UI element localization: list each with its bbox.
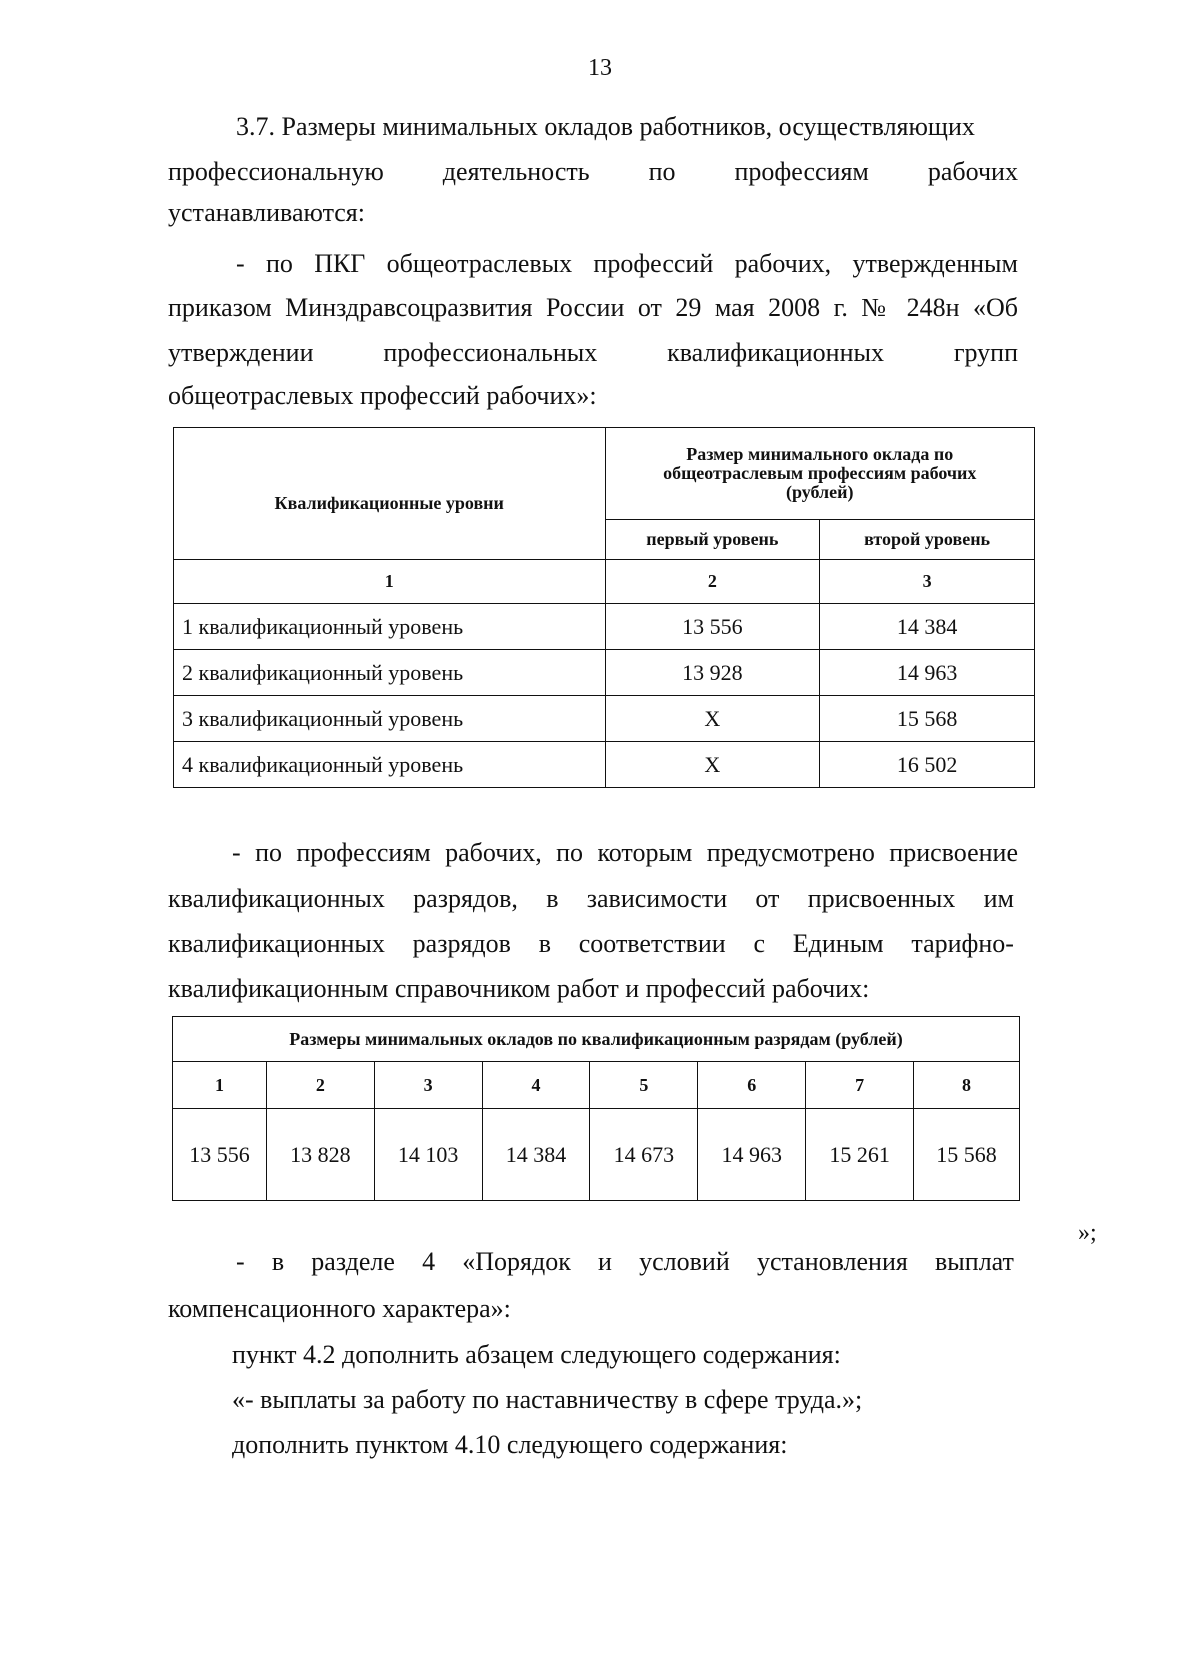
word: профессиональных xyxy=(383,338,598,367)
second-level-salary: 14 963 xyxy=(820,650,1035,696)
word: - xyxy=(236,1247,245,1276)
grade-number: 5 xyxy=(590,1062,698,1109)
table-row xyxy=(174,696,1035,742)
word: в xyxy=(538,929,551,958)
word: профессиональную xyxy=(168,157,384,186)
grade-salary-table xyxy=(172,1016,1020,1201)
word: тарифно- xyxy=(911,929,1014,958)
word: 4 xyxy=(422,1247,436,1276)
grade-salary: 15 568 xyxy=(914,1109,1020,1201)
col-header-salary-group: Размер минимального оклада по общеотраслевым профессиям рабочих (рублей) xyxy=(605,428,1035,520)
sub-header-second-level: второй уровень xyxy=(820,520,1035,560)
grade-salary: 13 556 xyxy=(173,1109,267,1201)
word: утверждении xyxy=(168,338,314,367)
col-number: 1 xyxy=(174,560,606,604)
second-level-salary: 16 502 xyxy=(820,742,1035,788)
first-level-salary: 13 556 xyxy=(605,604,820,650)
word: разделе xyxy=(311,1247,395,1276)
pkg-line-4: общеотраслевых профессий рабочих»: xyxy=(168,381,597,410)
first-level-salary: Х xyxy=(605,742,820,788)
second-level-salary: 15 568 xyxy=(820,696,1035,742)
grade-number: 8 xyxy=(914,1062,1020,1109)
word: соответствии xyxy=(578,929,726,958)
grade-number: 7 xyxy=(806,1062,914,1109)
word: и xyxy=(598,1247,612,1276)
section4-line-2: компенсационного характера»: xyxy=(168,1294,511,1323)
qualification-levels-table xyxy=(173,427,1035,788)
razryad-line-3 xyxy=(168,929,1014,959)
section4-line-5: дополнить пунктом 4.10 следующего содержания: xyxy=(232,1430,788,1459)
first-level-salary: Х xyxy=(605,696,820,742)
word: Единым xyxy=(792,929,884,958)
grade-salary: 13 828 xyxy=(266,1109,374,1201)
grade-number: 3 xyxy=(374,1062,482,1109)
col-header-levels: Квалификационные уровни xyxy=(174,428,606,560)
level-cell: 2 квалификационный уровень xyxy=(174,650,606,696)
word: от xyxy=(755,884,780,913)
word: по xyxy=(265,249,293,278)
word: «Порядок xyxy=(462,1247,571,1276)
word: выплат xyxy=(935,1247,1014,1276)
closing-quote: »; xyxy=(1078,1220,1097,1246)
grade-salary: 14 673 xyxy=(590,1109,698,1201)
pkg-line-1 xyxy=(236,249,1018,279)
level-cell: 4 квалификационный уровень xyxy=(174,742,606,788)
word: присвоенных xyxy=(807,884,956,913)
word: с xyxy=(753,929,765,958)
grade-number: 2 xyxy=(266,1062,374,1109)
level-cell: 1 квалификационный уровень xyxy=(174,604,606,650)
word: рабочих, xyxy=(734,249,832,278)
word: утвержденным xyxy=(852,249,1018,278)
grade-salary: 14 103 xyxy=(374,1109,482,1201)
word: рабочих xyxy=(927,157,1018,186)
word: общеотраслевых xyxy=(386,249,573,278)
table-row xyxy=(174,650,1035,696)
word: разрядов xyxy=(412,929,511,958)
grade-salary: 15 261 xyxy=(806,1109,914,1201)
word: квалификационных xyxy=(168,929,385,958)
grade-number: 4 xyxy=(482,1062,590,1109)
table-row xyxy=(174,742,1035,788)
table-row xyxy=(174,604,1035,650)
word: в xyxy=(546,884,559,913)
pkg-line-3 xyxy=(168,338,1018,368)
razryad-line-4: квалификационным справочником работ и профессий рабочих: xyxy=(168,974,870,1003)
word: деятельность xyxy=(442,157,590,186)
word: групп xyxy=(953,338,1018,367)
second-level-salary: 14 384 xyxy=(820,604,1035,650)
intro-line-1: 3.7. Размеры минимальных окладов работников, осуществляющих xyxy=(236,112,975,141)
section4-line-1 xyxy=(236,1247,1014,1277)
section4-line-4: «- выплаты за работу по наставничеству в сфере труда.»; xyxy=(232,1385,863,1414)
word: установления xyxy=(756,1247,908,1276)
col-number: 2 xyxy=(605,560,820,604)
grade-number: 6 xyxy=(698,1062,806,1109)
section4-line-3: пункт 4.2 дополнить абзацем следующего содержания: xyxy=(232,1340,841,1369)
word: по xyxy=(648,157,676,186)
sub-header-first-level: первый уровень xyxy=(605,520,820,560)
intro-line-2 xyxy=(168,157,1018,187)
page-number: 13 xyxy=(588,55,612,81)
word: разрядов, xyxy=(413,884,518,913)
word: зависимости xyxy=(586,884,728,913)
grade-salary: 14 963 xyxy=(698,1109,806,1201)
word: условий xyxy=(639,1247,730,1276)
word: в xyxy=(271,1247,285,1276)
pkg-line-2: приказом Минздравсоцразвития России от 29 мая 2008 г. № 248н «Об xyxy=(168,293,1018,322)
razryad-line-2 xyxy=(168,884,1014,914)
grade-salary: 14 384 xyxy=(482,1109,590,1201)
razryad-line-1: - по профессиям рабочих, по которым предусмотрено присвоение xyxy=(232,838,1018,867)
word: квалификационных xyxy=(667,338,884,367)
word: им xyxy=(983,884,1014,913)
word: профессий xyxy=(593,249,714,278)
intro-line-3: устанавливаются: xyxy=(168,198,365,227)
word: профессиям xyxy=(734,157,869,186)
level-cell: 3 квалификационный уровень xyxy=(174,696,606,742)
word: квалификационных xyxy=(168,884,385,913)
word: - xyxy=(236,249,245,278)
col-number: 3 xyxy=(820,560,1035,604)
grade-table-header: Размеры минимальных окладов по квалификационным разрядам (рублей) xyxy=(173,1017,1020,1062)
word: ПКГ xyxy=(314,249,366,278)
table-row xyxy=(173,1109,1020,1201)
first-level-salary: 13 928 xyxy=(605,650,820,696)
grade-number: 1 xyxy=(173,1062,267,1109)
